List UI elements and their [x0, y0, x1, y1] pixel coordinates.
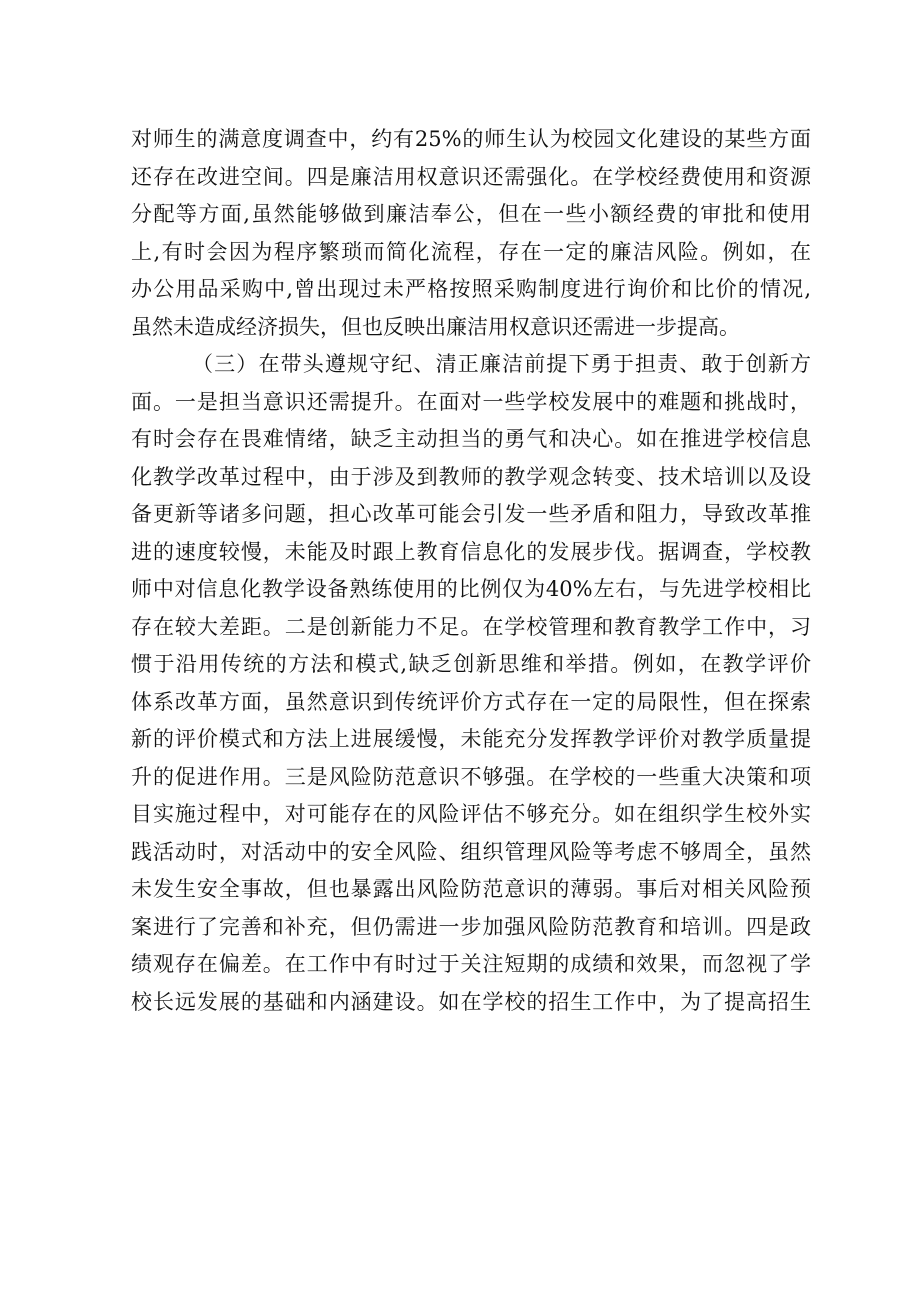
text-line: 还存在改进空间。四是廉洁用权意识还需强化。在学校经费使用和资源 [131, 164, 811, 189]
text-line: 分配等方面,虽然能够做到廉洁奉公，但在一些小额经费的审批和使用 [131, 202, 811, 226]
text-line: 虽然未造成经济损失，但也反映出廉洁用权意识还需进一步提高。 [131, 314, 740, 339]
text-line: 案进行了完善和补充，但仍需进一步加强风险防范教育和培训。四是政 [131, 914, 811, 939]
text-line: 面。一是担当意识还需提升。在面对一些学校发展中的难题和挑战时， [131, 389, 811, 414]
section-heading-line: （三）在带头遵规守纪、清正廉洁前提下勇于担责、敢于创新方 [192, 352, 811, 376]
text-line: 对师生的满意度调查中，约有25%的师生认为校园文化建设的某些方面 [131, 127, 811, 151]
paragraph-continued [131, 121, 811, 346]
text-line: 备更新等诸多问题，担心改革可能会引发一些矛盾和阻力，导致改革推 [131, 502, 811, 526]
text-line: 升的促进作用。三是风险防范意识不够强。在学校的一些重大决策和项 [131, 764, 811, 789]
text-line: 有时会存在畏难情绪，缺乏主动担当的勇气和决心。如在推进学校信息 [131, 427, 811, 451]
text-line: 化教学改革过程中，由于涉及到教师的教学观念转变、技术培训以及设 [131, 464, 811, 489]
text-line: 上,有时会因为程序繁琐而简化流程，存在一定的廉洁风险。例如，在 [131, 239, 811, 264]
text-line: 践活动时，对活动中的安全风险、组织管理风险等考虑不够周全，虽然 [131, 839, 811, 864]
text-line: 存在较大差距。二是创新能力不足。在学校管理和教育教学工作中，习 [131, 614, 811, 639]
text-line: 新的评价模式和方法上进展缓慢，未能充分发挥教学评价对教学质量提 [131, 727, 811, 751]
text-line: 进的速度较慢，未能及时跟上教育信息化的发展步伐。据调查，学校教 [131, 539, 811, 564]
text-line: 未发生安全事故，但也暴露出风险防范意识的薄弱。事后对相关风险预 [131, 877, 811, 901]
text-line: 办公用品采购中,曾出现过未严格按照采购制度进行询价和比价的情况, [131, 277, 811, 301]
text-line: 目实施过程中，对可能存在的风险评估不够充分。如在组织学生校外实 [131, 802, 811, 826]
text-line: 惯于沿用传统的方法和模式,缺乏创新思维和举措。例如，在教学评价 [131, 652, 811, 676]
body-text [131, 121, 811, 1021]
text-line: 师中对信息化教学设备熟练使用的比例仅为40%左右，与先进学校相比 [131, 577, 811, 601]
paragraph-section-three [131, 346, 811, 1021]
text-line: 校长远发展的基础和内涵建设。如在学校的招生工作中，为了提高招生 [131, 989, 811, 1014]
text-line: 体系改革方面，虽然意识到传统评价方式存在一定的局限性，但在探索 [131, 689, 811, 714]
text-line: 绩观存在偏差。在工作中有时过于关注短期的成绩和效果，而忽视了学 [131, 952, 811, 976]
